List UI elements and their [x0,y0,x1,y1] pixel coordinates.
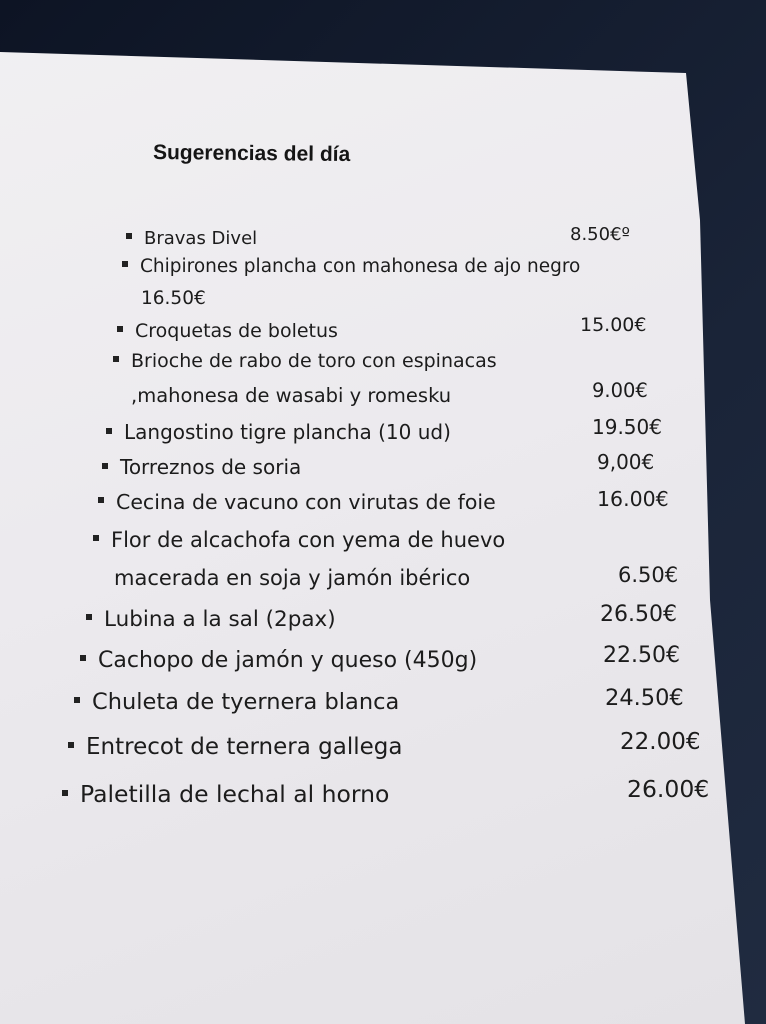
bullet-icon [122,261,128,267]
menu-item [126,230,257,248]
item-price: 15.00€ [580,314,647,336]
menu-item [62,780,390,808]
bullet-icon [126,233,132,239]
item-name: Paletilla de lechal al horno [80,780,390,808]
menu-item [113,352,497,371]
item-price: 22.50€ [603,643,680,668]
menu-item [80,650,477,672]
item-price: 9.00€ [592,379,648,402]
item-name: Entrecot de ternera gallega [86,734,403,760]
item-name: Lubina a la sal (2pax) [104,607,336,632]
item-name: Brioche de rabo de toro con espinacas [131,350,497,372]
bullet-icon [68,742,74,748]
menu-title: Sugerencias del día [152,140,351,167]
item-name: Flor de alcachofa con yema de huevo [111,528,506,552]
menu-item [93,530,505,551]
menu-item [74,691,399,714]
menu-item [106,422,451,442]
item-price: 8.50€º [570,224,631,245]
item-name: Langostino tigre plancha (10 ud) [124,420,451,444]
item-name: Cachopo de jamón y queso (450g) [98,648,478,673]
item-name: Cecina de vacuno con virutas de foie [116,490,496,514]
bullet-icon [80,655,86,661]
item-name-continued: ,mahonesa de wasabi y romesku [131,384,452,407]
item-name-continued: macerada en soja y jamón ibérico [114,566,471,590]
menu-item [117,322,338,341]
menu-item [98,492,496,513]
item-price: 26.00€ [627,775,710,803]
bullet-icon [62,790,68,796]
item-name: Chipirones plancha con mahonesa de ajo negro [140,256,581,277]
menu-item [68,736,402,759]
bullet-icon [113,356,119,362]
bullet-icon [98,497,104,503]
item-name: Torreznos de soria [120,455,302,479]
item-price: 16.50€ [141,288,206,309]
item-price: 24.50€ [605,685,684,711]
item-price: 16.00€ [597,487,669,511]
item-price: 9,00€ [597,450,655,474]
menu-item [122,258,580,277]
item-price: 26.50€ [600,602,677,627]
bullet-icon [117,326,123,332]
item-price: 6.50€ [618,563,679,587]
bullet-icon [74,697,80,703]
item-name: Bravas Divel [144,228,258,249]
menu-item [102,457,301,477]
item-name: Chuleta de tyernera blanca [92,689,400,715]
item-price: 22.00€ [620,729,701,755]
item-price: 19.50€ [592,415,662,439]
bullet-icon [93,535,99,541]
bullet-icon [106,428,112,434]
menu-item [86,609,336,631]
item-name: Croquetas de boletus [135,320,338,342]
bullet-icon [86,614,92,620]
bullet-icon [102,463,108,469]
